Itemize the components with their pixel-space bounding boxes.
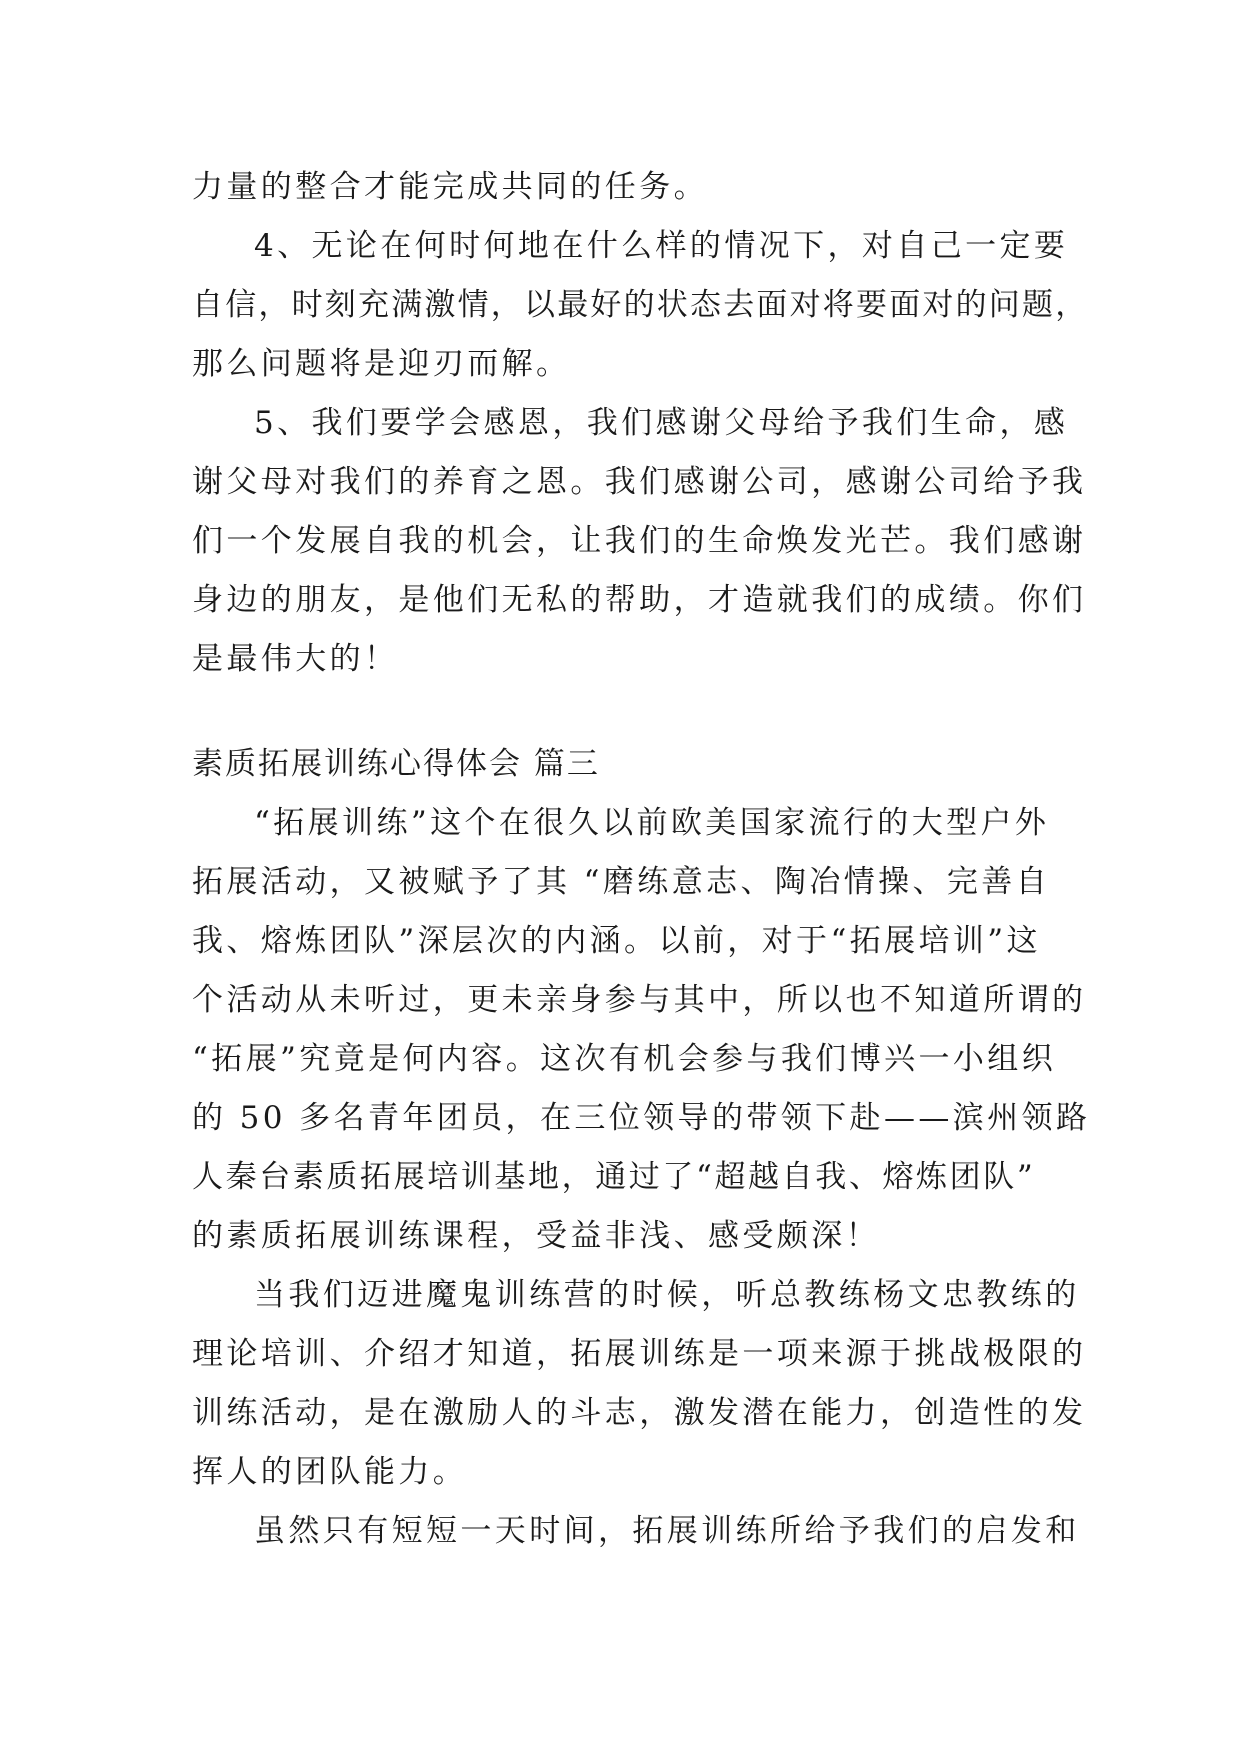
paragraph-continuation	[192, 158, 1054, 217]
text-line: 人秦台素质拓展培训基地，通过了“超越自我、熔炼团队”	[192, 1159, 1036, 1195]
paragraph-last	[192, 1502, 1080, 1561]
text-line: 当我们迈进魔鬼训练营的时候，听总教练杨文忠教练的	[254, 1277, 1080, 1313]
text-line: 理论培训、介绍才知道，拓展训练是一项来源于挑战极限的	[192, 1336, 1087, 1372]
text-line: 自信，时刻充满激情，以最好的状态去面对将要面对的问题，	[192, 287, 1089, 323]
text-line: “拓展训练”这个在很久以前欧美国家流行的大型户外	[254, 805, 1050, 841]
text-line: 4、无论在何时何地在什么样的情况下，对自己一定要	[254, 228, 1069, 264]
text-line: 力量的整合才能完成共同的任务。	[192, 169, 708, 205]
paragraph-intro	[192, 794, 1091, 1266]
text-line: 那么问题将是迎刃而解。	[192, 346, 571, 382]
paragraph-training-camp	[192, 1266, 1087, 1502]
text-line: 的 50 多名青年团员，在三位领导的带领下赴——滨州领路	[192, 1100, 1091, 1136]
section-gap	[192, 689, 1054, 735]
text-line: 训练活动，是在激励人的斗志，激发潜在能力，创造性的发	[192, 1395, 1087, 1431]
text-line: 们一个发展自我的机会，让我们的生命焕发光芒。我们感谢	[192, 523, 1087, 559]
text-line: 身边的朋友，是他们无私的帮助，才造就我们的成绩。你们	[192, 582, 1087, 618]
paragraph-point-5	[192, 394, 1087, 689]
text-line: 的素质拓展训练课程，受益非浅、感受颇深！	[192, 1218, 880, 1254]
section-heading: 素质拓展训练心得体会 篇三	[192, 746, 600, 782]
document-page	[192, 158, 1091, 1561]
paragraph-point-4	[192, 217, 1089, 394]
text-line: 我、熔炼团队”深层次的内涵。以前，对于“拓展培训”这	[192, 923, 1041, 959]
text-line: 是最伟大的！	[192, 641, 399, 677]
text-line: 拓展活动，又被赋予了其 “磨练意志、陶冶情操、完善自	[192, 864, 1051, 900]
text-line: 5、我们要学会感恩，我们感谢父母给予我们生命，感	[254, 405, 1069, 441]
text-line: 个活动从未听过，更未亲身参与其中，所以也不知道所谓的	[192, 982, 1087, 1018]
text-line: 挥人的团队能力。	[192, 1454, 468, 1490]
text-line: “拓展”究竟是何内容。这次有机会参与我们博兴一小组织	[192, 1041, 1057, 1077]
text-line: 虽然只有短短一天时间，拓展训练所给予我们的启发和	[254, 1513, 1080, 1549]
text-line: 谢父母对我们的养育之恩。我们感谢公司，感谢公司给予我	[192, 464, 1087, 500]
